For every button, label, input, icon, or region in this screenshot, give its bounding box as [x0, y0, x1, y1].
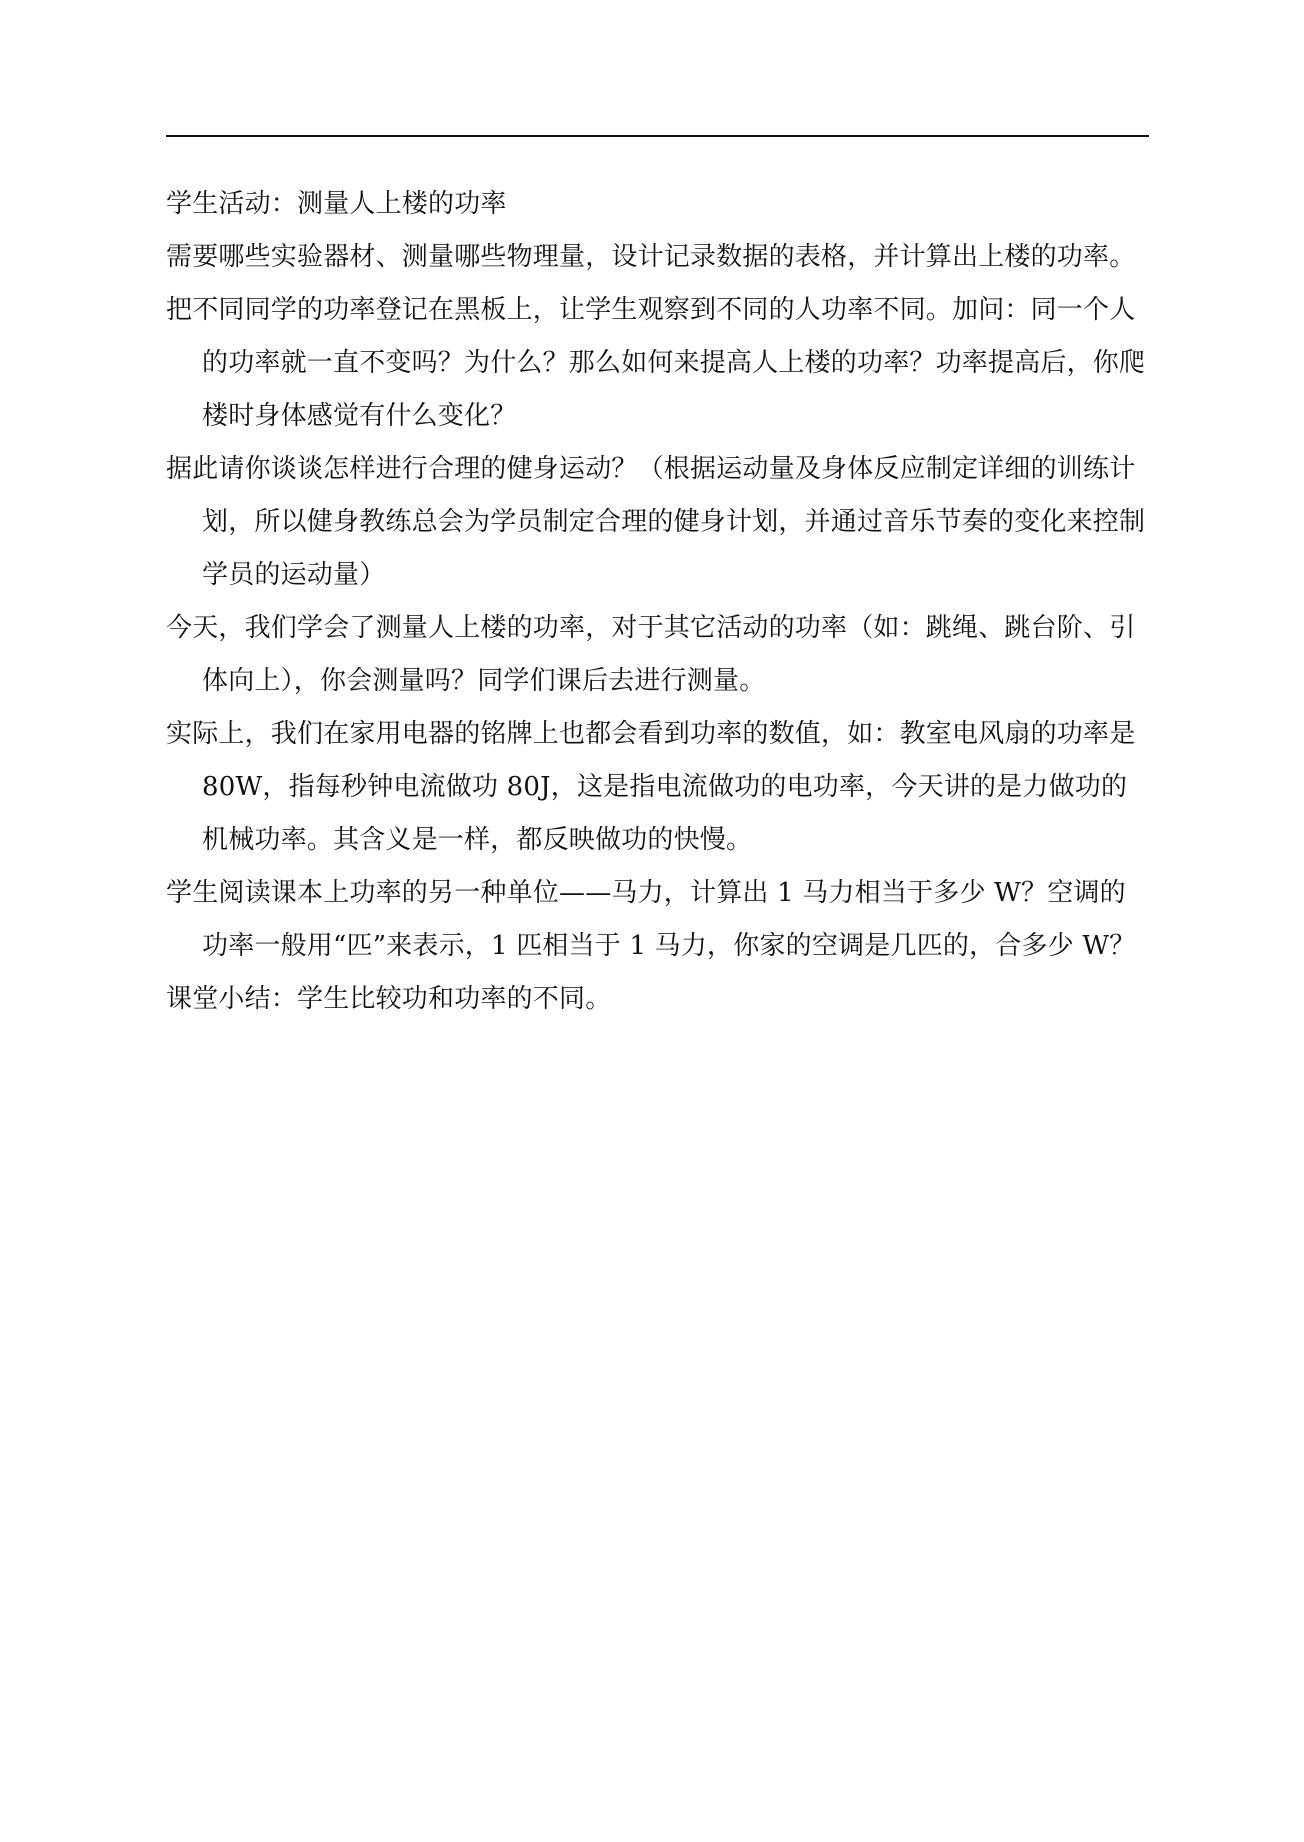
paragraph-fitness-discussion: 据此请你谈谈怎样进行合理的健身运动？（根据运动量及身体反应制定详细的训练计划，所以健身教练总会为学员制定合理的健身计划，并通过音乐节奏的变化来控制学员的运动量）	[166, 454, 1146, 590]
document-body	[166, 178, 1151, 1026]
paragraph-equipment-question: 需要哪些实验器材、测量哪些物理量，设计记录数据的表格，并计算出上楼的功率。	[166, 242, 1136, 272]
paragraph-other-activities: 今天，我们学会了测量人上楼的功率，对于其它活动的功率（如：跳绳、跳台阶、引体向上），你会测量吗？同学们课后去进行测量。	[166, 613, 1136, 696]
paragraph-blackboard-comparison: 把不同同学的功率登记在黑板上，让学生观察到不同的人功率不同。加问：同一个人的功率就一直不变吗？为什么？那么如何来提高人上楼的功率？功率提高后，你爬楼时身体感觉有什么变化？	[166, 295, 1146, 431]
paragraph-activity-title: 学生活动：测量人上楼的功率	[166, 189, 507, 219]
paragraph-appliance-power: 实际上，我们在家用电器的铭牌上也都会看到功率的数值，如：教室电风扇的功率是 80W，指每秒钟电流做功 80J，这是指电流做功的电功率，今天讲的是力做功的机械功率。其含义是一样，都反映做功的快慢。	[166, 719, 1136, 855]
paragraph-horsepower: 学生阅读课本上功率的另一种单位——马力，计算出 1 马力相当于多少 W？空调的功率一般用“匹”来表示，1 匹相当于 1 马力，你家的空调是几匹的，合多少 W？	[166, 878, 1136, 961]
header-rule	[166, 135, 1149, 137]
paragraph-summary: 课堂小结：学生比较功和功率的不同。	[166, 984, 612, 1014]
